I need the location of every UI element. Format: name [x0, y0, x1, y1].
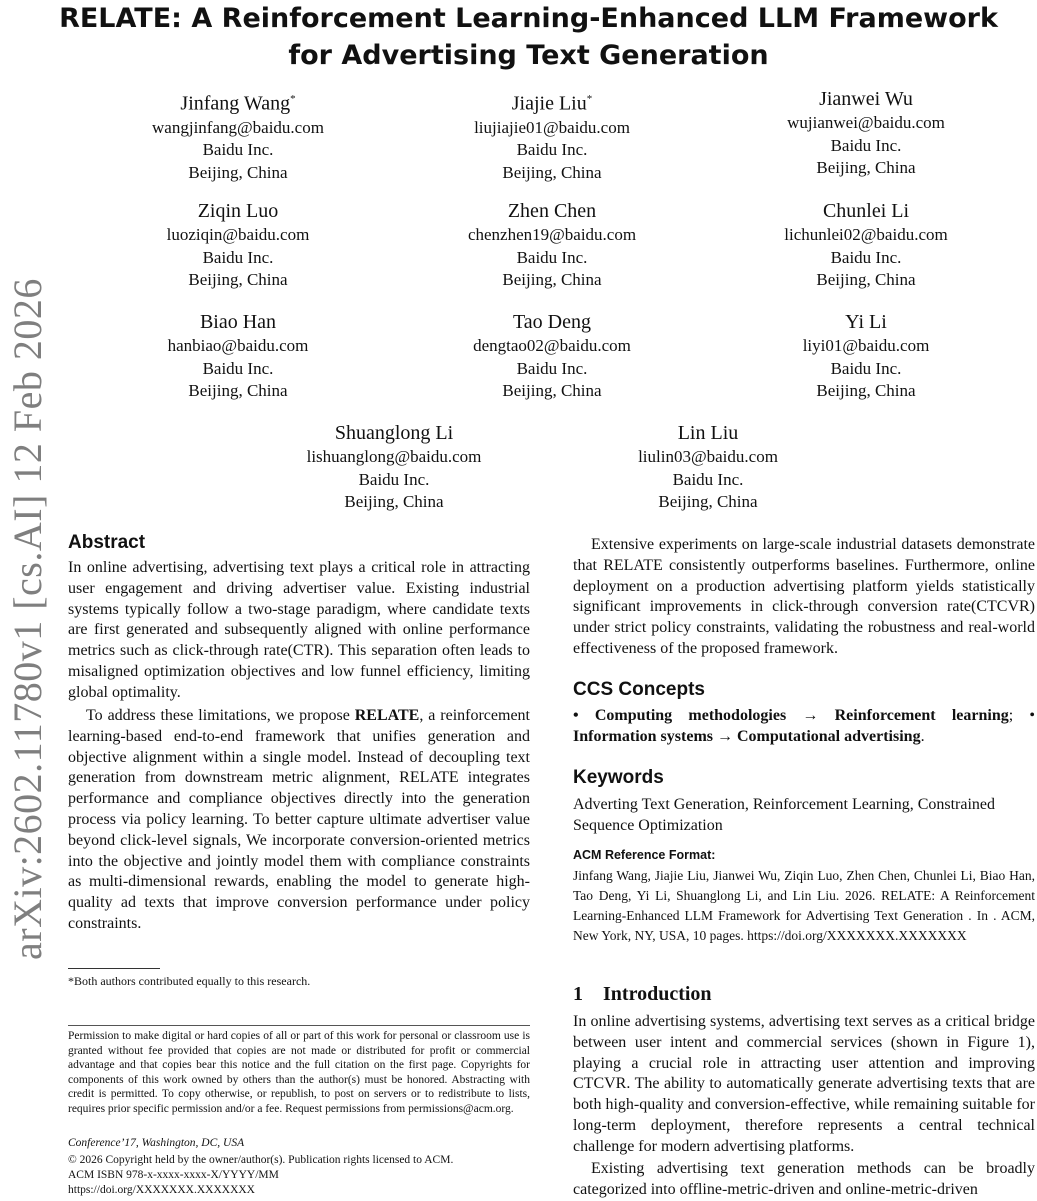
author-location: Beijing, China	[502, 270, 602, 289]
author-name: Tao Deng	[512, 311, 592, 333]
ccs-concepts: • Computing methodologies → Reinforcement learning; • Information systems → Computational advertising.	[573, 707, 1036, 745]
author-email[interactable]: liulin03@baidu.com	[638, 447, 778, 466]
ccs-heading: CCS Concepts	[573, 679, 705, 700]
author-card	[716, 199, 1016, 292]
isbn: ACM ISBN 978-x-xxxx-xxxx-X/YYYY/MM	[68, 1169, 279, 1181]
author-email[interactable]: liujiajie01@baidu.com	[474, 117, 630, 137]
title-line-1: RELATE: A Reinforcement Learning-Enhanced LLM Framework	[59, 3, 998, 34]
author-name: Jinfang Wang*	[180, 92, 296, 115]
acm-reference-label: ACM Reference Format:	[573, 848, 716, 862]
introduction-heading: 1 Introduction	[573, 983, 712, 1005]
author-name: Jiajie Liu*	[511, 92, 593, 115]
author-location: Beijing, China	[816, 381, 916, 400]
abstract-paragraph-1: In online advertising, advertising text plays a critical role in attracting user engagement and driving advertiser value. Existing industrial systems typically follow a two-stage paradigm, where candidate texts are first generated and subsequently aligned with online performance metrics such as click-through rate(CTR). This separation often leads to misaligned optimization objectives and low funnel efficiency, limiting global optimality.	[68, 559, 530, 701]
author-org: Baidu Inc.	[672, 469, 744, 489]
equal-contribution-footnote: *Both authors contributed equally to this research.	[68, 974, 311, 988]
introduction-paragraph-1: In online advertising systems, advertising text serves as a critical bridge between user intent and commercial services (shown in Figure 1), playing a crucial role in attracting user attention and improving CTCVR. The ability to automatically generate advertising texts that are both high-quality and conversion-effective, while remaining suitable for long-term deployment, therefore represents a central technical challenge for modern advertising platforms.	[573, 1013, 1035, 1155]
author-org: Baidu Inc.	[202, 140, 274, 160]
paper-title	[10, 0, 1037, 74]
author-location: Beijing, China	[188, 270, 288, 289]
author-email[interactable]: luoziqin@baidu.com	[166, 225, 310, 244]
author-card	[402, 310, 702, 403]
author-org: Baidu Inc.	[202, 247, 274, 267]
author-org: Baidu Inc.	[516, 247, 588, 267]
author-name: Jianwei Wu	[819, 88, 913, 110]
author-location: Beijing, China	[502, 162, 602, 182]
author-card	[244, 421, 544, 514]
author-location: Beijing, China	[816, 158, 916, 177]
author-card	[558, 421, 858, 514]
author-location: Beijing, China	[658, 492, 758, 511]
author-email[interactable]: lishuanglong@baidu.com	[306, 447, 482, 466]
author-org: Baidu Inc.	[358, 469, 430, 489]
author-org: Baidu Inc.	[202, 358, 274, 378]
author-card	[88, 310, 388, 403]
introduction-paragraph-2: Existing advertising text generation methods can be broadly categorized into offline-metric-driven and online-metric-driven	[573, 1160, 1035, 1198]
permission-notice: Permission to make digital or hard copies of all or part of this work for personal or classroom use is granted without fee provided that copies are not made or distributed for profit or commercial advantage and that copies bear this notice and the full citation on the first page. Copyrights for components of this work owned by others than the author(s) must be honored. Abstracting with credit is permitted. To copy otherwise, or republish, to post on servers or to redistribute to lists, requires prior specific permission and/or a fee. Request permissions from permissions@acm.org.	[68, 1030, 530, 1115]
arxiv-identifier[interactable]: arXiv:2602.11780v1 [cs.AI] 12 Feb 2026	[5, 278, 50, 960]
keywords-text: Adverting Text Generation, Reinforcement Learning, Constrained Sequence Optimization	[573, 796, 996, 834]
conference-info: Conference’17, Washington, DC, USA	[68, 1137, 245, 1149]
doi-link[interactable]: https://doi.org/XXXXXXX.XXXXXXX	[68, 1184, 255, 1196]
author-card	[88, 199, 388, 292]
author-card	[716, 310, 1016, 403]
author-card	[716, 87, 1016, 180]
author-org: Baidu Inc.	[830, 358, 902, 378]
author-name: Yi Li	[845, 311, 887, 333]
author-name: Ziqin Luo	[197, 200, 279, 222]
author-email[interactable]: dengtao02@baidu.com	[473, 336, 631, 355]
author-location: Beijing, China	[816, 270, 916, 289]
abstract-paragraph-2: To address these limitations, we propose RELATE, a reinforcement learning-based end-to-end framework that unifies generation and objective alignment within a single model. Instead of decoupling text generation from downstream metric alignment, RELATE integrates performance and compliance objectives directly into the generation process via policy learning. To better capture ultimate advertiser value beyond click-level signals, We incorporate conversion-oriented metrics into the objective and jointly model them with compliance constraints as multi-dimensional rewards, enabling the model to generate high-quality ad texts that improve conversion performance under policy constraints.	[68, 707, 530, 932]
author-name: Biao Han	[199, 311, 277, 333]
author-location: Beijing, China	[502, 381, 602, 400]
author-email[interactable]: wangjinfang@baidu.com	[152, 117, 324, 137]
author-org: Baidu Inc.	[516, 358, 588, 378]
abstract-heading: Abstract	[68, 532, 146, 553]
footnote-divider	[68, 968, 160, 969]
keywords-heading: Keywords	[573, 767, 664, 788]
author-email[interactable]: hanbiao@baidu.com	[167, 336, 309, 355]
framework-name: RELATE	[354, 707, 420, 724]
author-email[interactable]: chenzhen19@baidu.com	[467, 225, 637, 244]
author-location: Beijing, China	[188, 381, 288, 400]
abstract-paragraph-3: Extensive experiments on large-scale industrial datasets demonstrate that RELATE consistently outperforms baselines. Furthermore, online deployment on a production advertising platform yields statistically significant improvements in click-through conversion rate(CTCVR) under strict policy constraints, validating the robustness and real-world effectiveness of the proposed framework.	[573, 536, 1035, 657]
author-card	[88, 87, 388, 184]
author-card	[402, 87, 702, 184]
author-location: Beijing, China	[344, 492, 444, 511]
author-email[interactable]: lichunlei02@baidu.com	[784, 225, 948, 244]
permission-divider	[68, 1025, 530, 1026]
author-org: Baidu Inc.	[830, 135, 902, 155]
author-name: Chunlei Li	[822, 200, 910, 222]
author-org: Baidu Inc.	[516, 140, 588, 160]
author-email[interactable]: wujianwei@baidu.com	[787, 113, 945, 132]
author-card	[402, 199, 702, 292]
author-email[interactable]: liyi01@baidu.com	[802, 336, 930, 355]
author-name: Lin Liu	[677, 422, 739, 444]
author-location: Beijing, China	[188, 162, 288, 182]
author-org: Baidu Inc.	[830, 247, 902, 267]
author-name: Zhen Chen	[507, 200, 597, 222]
copyright-notice: © 2026 Copyright held by the owner/author(s). Publication rights licensed to ACM.	[68, 1154, 454, 1166]
author-name: Shuanglong Li	[334, 422, 454, 444]
acm-reference-text: Jinfang Wang, Jiajie Liu, Jianwei Wu, Ziqin Luo, Zhen Chen, Chunlei Li, Biao Han, Tao Deng, Yi Li, Shuanglong Li, and Lin Liu. 2026. RELATE: A Reinforcement Learning-Enhanced LLM Framework for Advertising Text Generation . In . ACM, New York, NY, USA, 10 pages. https://doi.org/XXXXXXX.XXXXXXX	[573, 868, 1035, 943]
title-line-2: for Advertising Text Generation	[288, 40, 769, 71]
